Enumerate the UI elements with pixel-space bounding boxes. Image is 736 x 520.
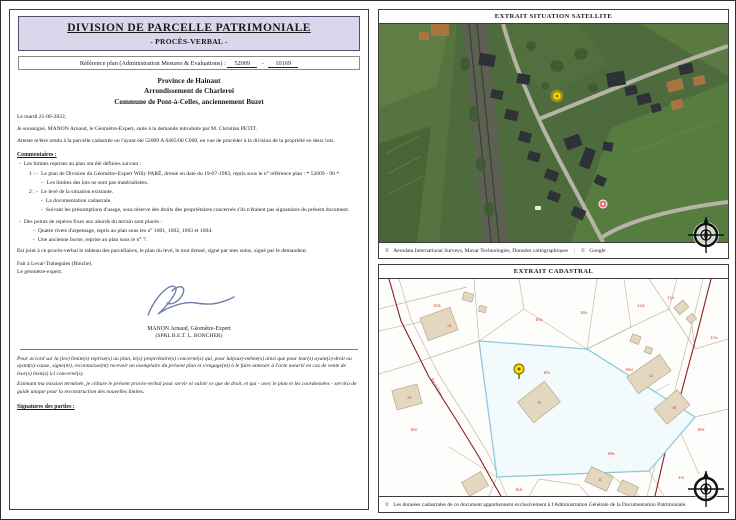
svg-text:13: 13	[407, 395, 411, 400]
svg-text:16: 16	[672, 405, 676, 410]
parcel-marker-icon	[551, 90, 564, 103]
signature-image	[134, 279, 244, 321]
cadastral-panel	[378, 264, 729, 513]
caption-separator: |	[574, 247, 576, 254]
bullet: -	[41, 197, 43, 204]
cadastral-attribution: Les données cadastrales de ce document appartiennent exclusivement à l'Administration Générale de la Documentation Patrimoniale.	[393, 501, 687, 508]
attest-line: Atteste m'être rendu à la parcelle cadastrée ou l'ayant été 52009 A 0405/00 C000, en vue de procéder à la division de la propriété en deux lots.	[17, 138, 335, 145]
commune-line: Commune de Pont-à-Celles, anciennement Buzet	[114, 97, 264, 106]
geometre-line: Le géomètre-expert.	[17, 268, 63, 275]
comment-text: Quatre rivets d'arpentage, repris au plan sous les n° 1001, 1002, 1003 et 1004.	[37, 227, 213, 234]
satellite-image	[379, 24, 728, 242]
svg-text:404e: 404e	[515, 488, 523, 492]
cadastral-map	[379, 279, 728, 496]
divider	[20, 349, 358, 350]
signature-area	[17, 279, 361, 341]
reference-plan-box	[18, 56, 360, 70]
comment-text: Les limites des lots ne sont pas matérialisées.	[46, 179, 149, 186]
comment-row	[17, 207, 361, 215]
svg-text:406d: 406d	[625, 368, 633, 372]
comment-row	[17, 161, 361, 169]
comments-heading: Commentaires :	[17, 151, 57, 158]
svg-text:410: 410	[678, 476, 684, 480]
vehicle	[535, 206, 541, 210]
location-block	[10, 76, 368, 107]
satellite-panel-title: EXTRAIT SITUATION SATELLITE	[379, 10, 728, 24]
copyright-icon: ©	[385, 247, 390, 254]
poi-marker-icon	[599, 200, 607, 208]
document-subtitle: - PROCÈS-VERBAL -	[150, 37, 228, 46]
svg-text:412b: 412b	[637, 304, 645, 308]
cadastral-panel-title: EXTRAIT CADASTRAL	[379, 265, 728, 279]
svg-text:402f: 402f	[410, 428, 418, 432]
bullet: -	[19, 218, 21, 225]
copyright-icon: ©	[385, 501, 390, 508]
comment-row	[17, 198, 361, 206]
svg-text:14: 14	[447, 323, 451, 328]
reference-plan-separator: -	[261, 60, 264, 67]
svg-text:405a: 405a	[535, 318, 543, 322]
comment-text: Les limites reprises au plan ont été définies suivant :	[23, 161, 142, 168]
accord-paragraph: Pour accord sur la (les) limite(s) reprise(s) au plan, le(s) propriétaire(s) concerné(s) qui, pour lui(eux)-même(s) ainsi que pour leur(s) ayant(s)-droit ou ayant(s)-cause, signe(nt), reconnaisse(nt) recevoir un exemplaire du présent plan et s'engage(nt) à le faire annexer à l'acte notarié en cas de vente de leur(s) bien(s) ici concerné(s).	[17, 355, 352, 377]
svg-text:403b: 403b	[433, 304, 441, 308]
arrondissement-line: Arrondissement de Charleroi	[144, 87, 234, 96]
reference-plan-value-2: 10169	[268, 60, 298, 68]
bullet: -	[19, 161, 21, 168]
proces-verbal-document	[9, 9, 369, 510]
satellite-attribution: Aerodata International Surveys, Maxar Technologies, Données cartographiques	[393, 247, 569, 254]
comment-row	[17, 189, 361, 197]
province-line: Province de Hainaut	[157, 77, 221, 85]
svg-text:413a: 413a	[710, 336, 718, 340]
comment-row	[17, 237, 361, 245]
svg-text:15: 15	[537, 400, 541, 405]
joint-line: Est joint à ce procès-verbal le tableau des parcellaires, le plan du levé, le tout dressé, signé par mes soins, signé par le demandeur.	[17, 248, 308, 255]
comment-text: Une ancienne borne, reprise au plan sous le n° 7.	[37, 236, 148, 243]
mission-paragraph: Estimant ma mission terminée, je clôture le présent procès-verbal pour servir et valoir ce que de droit, et qui - avec le plan et les coordonnées - servira de guide unique pour la reconstruction des nouvelles limites.	[17, 381, 357, 395]
bullet: –	[41, 179, 44, 186]
reference-plan-value-1: 52009	[227, 60, 257, 68]
fait-line: Fait à Leval-Trahegnies (Binche).	[17, 260, 93, 267]
intro-line: Je soussigné, MANON Arnaud, le Géomètre-Expert, suite à la demande introduite par M. Christian PETIT.	[17, 126, 257, 133]
compass-icon	[687, 470, 725, 508]
comment-text: Le plan de Division du Géomètre-Expert Willy PARÉ, dressé en date du 19-07-1983, repris sous le n° référence plan : * 52009 - 90 *.	[41, 170, 341, 177]
document-body	[17, 114, 361, 412]
document-title: DIVISION DE PARCELLE PATRIMONIALE	[67, 22, 311, 34]
copyright-icon: ©	[581, 247, 586, 254]
svg-text:406c: 406c	[580, 311, 588, 315]
svg-text:409e: 409e	[697, 428, 705, 432]
signatory-name: MANON Arnaud, Géomètre-Expert	[147, 325, 231, 332]
satellite-panel	[378, 9, 729, 259]
comment-row	[17, 180, 361, 188]
satellite-caption	[379, 242, 728, 258]
signatures-heading: Signatures des parties :	[17, 404, 75, 411]
svg-text:408a: 408a	[607, 452, 615, 456]
comment-row	[17, 219, 361, 227]
comment-text: La documentation cadastrale.	[45, 197, 112, 204]
svg-text:405c: 405c	[543, 371, 551, 375]
comment-text: Le levé de la situation existante.	[41, 188, 114, 195]
bullet: -	[41, 207, 43, 214]
cadastral-caption	[379, 496, 728, 512]
bullet: -	[33, 236, 35, 243]
svg-text:412c: 412c	[667, 296, 675, 300]
google-attribution: Google	[589, 247, 606, 254]
svg-text:11: 11	[598, 477, 602, 482]
comment-text: Des points de repères fixes aux abords du terrain sont placés :	[23, 218, 162, 225]
bullet: 2 : -	[29, 188, 39, 195]
cadastral-plan	[379, 279, 728, 496]
signatory-organization: (SPRL B.E.T. L. BONCHER)	[155, 333, 223, 340]
comment-row	[17, 228, 361, 236]
reference-plan-label: Référence plan (Administration Mesures & Evaluations) :	[79, 60, 226, 67]
satellite-map	[379, 24, 728, 242]
svg-text:12: 12	[649, 373, 653, 378]
date-line: Le mardi 21-06-2022,	[17, 114, 67, 121]
comment-text: Suivant les présomptions d'usage, sous réserve des droits des propriétaires concernés s'ils n'étaient pas signataires du présent document.	[45, 207, 350, 214]
document-header	[18, 16, 360, 51]
bullet: -	[33, 227, 35, 234]
comment-row	[17, 171, 361, 179]
bullet: 1 : -	[29, 170, 39, 177]
compass-icon	[687, 216, 725, 254]
street-name-label: Rue de Buzet	[430, 377, 444, 397]
